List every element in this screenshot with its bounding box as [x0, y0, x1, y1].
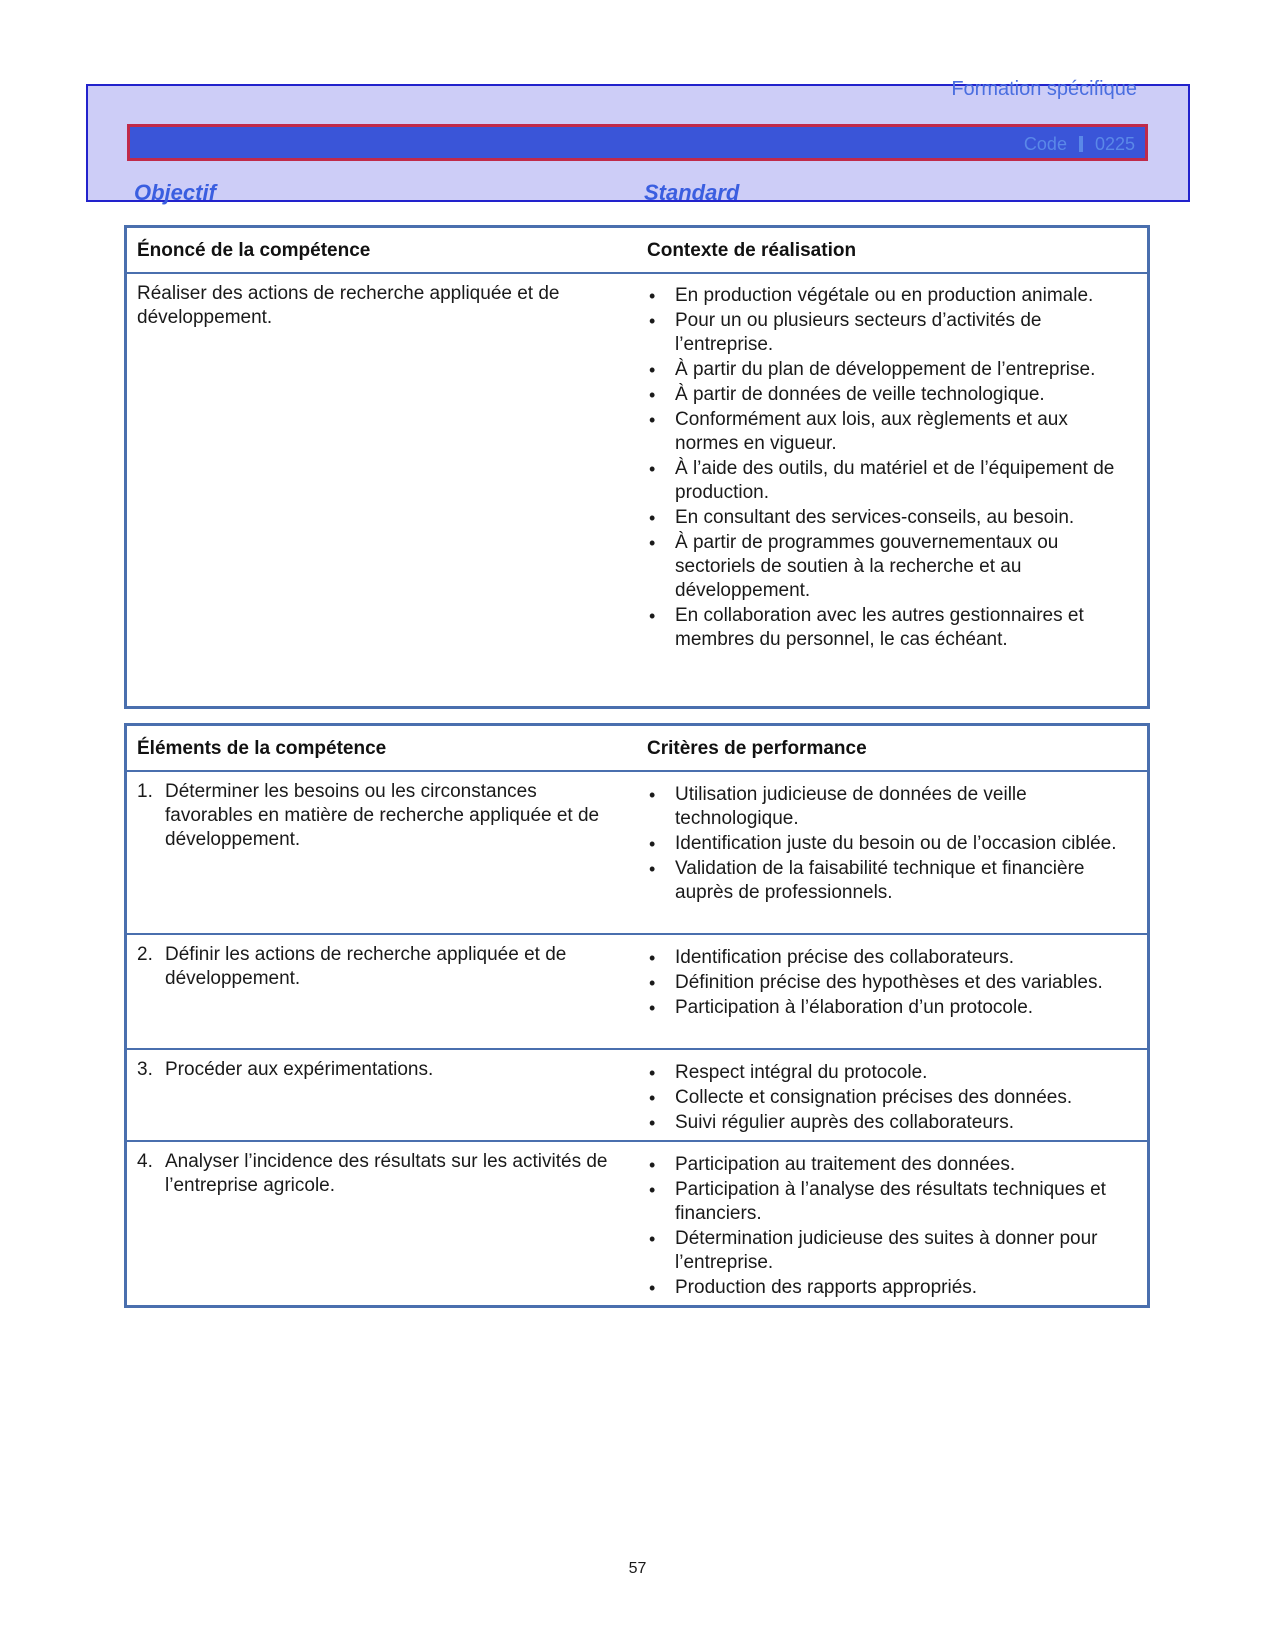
- elements-table-header: [127, 726, 1147, 772]
- element-row-2: [127, 935, 1147, 1050]
- criteria-item: • Participation à l’analyse des résultats techniques et financiers.: [647, 1178, 1127, 1226]
- context-header: Contexte de réalisation: [647, 240, 857, 261]
- criteria-item: • Respect intégral du protocole.: [647, 1061, 1127, 1085]
- element-number: 2.: [137, 944, 153, 965]
- elements-header: Éléments de la compétence: [137, 738, 387, 759]
- element-item: [137, 1058, 617, 1082]
- criteria-list: [647, 1153, 1127, 1300]
- element-item: [137, 943, 617, 991]
- context-list: [647, 284, 1127, 652]
- element-item: [137, 780, 617, 852]
- criteria-item: • Identification précise des collaborateurs.: [647, 946, 1127, 970]
- element-number: 1.: [137, 781, 153, 802]
- page-number: 57: [628, 1560, 647, 1577]
- competence-table-header: [127, 228, 1147, 274]
- element-number: 4.: [137, 1151, 153, 1172]
- code-text: [1024, 134, 1135, 155]
- criteria-item: • Identification juste du besoin ou de l’occasion ciblée.: [647, 832, 1127, 856]
- criteria-item: • Utilisation judicieuse de données de veille technologique.: [647, 783, 1127, 831]
- statement-header: Énoncé de la compétence: [137, 240, 371, 261]
- criteria-list: [647, 1061, 1127, 1135]
- context-item: • À partir de programmes gouvernementaux ou sectoriels de soutien à la recherche et au développement.: [647, 531, 1127, 603]
- objective-title: Objectif: [134, 180, 216, 205]
- element-text: Procéder aux expérimentations.: [165, 1059, 434, 1080]
- standard-title: Standard: [644, 180, 740, 205]
- program-title: Formation spécifique: [951, 78, 1137, 100]
- code-bar: [127, 124, 1148, 161]
- criteria-wrap: [647, 783, 1127, 906]
- competence-table: [124, 225, 1150, 709]
- criteria-item: • Suivi régulier auprès des collaborateurs.: [647, 1111, 1127, 1135]
- element-row-3: [127, 1050, 1147, 1142]
- criteria-wrap: [647, 1153, 1127, 1301]
- context-item: • En consultant des services-conseils, au besoin.: [647, 506, 1127, 530]
- criteria-item: • Collecte et consignation précises des données.: [647, 1086, 1127, 1110]
- element-text: Analyser l’incidence des résultats sur les activités de l’entreprise agricole.: [165, 1151, 608, 1196]
- element-row-4: [127, 1142, 1147, 1302]
- element-item: [137, 1150, 617, 1198]
- context-list-wrap: [647, 284, 1127, 653]
- criteria-item: • Participation au traitement des données.: [647, 1153, 1127, 1177]
- criteria-list: [647, 783, 1127, 905]
- competence-row: [127, 274, 1147, 704]
- context-item: • À l’aide des outils, du matériel et de l’équipement de production.: [647, 457, 1127, 505]
- context-item: • En production végétale ou en production animale.: [647, 284, 1127, 308]
- criteria-item: • Définition précise des hypothèses et des variables.: [647, 971, 1127, 995]
- criteria-wrap: [647, 1061, 1127, 1136]
- elements-table: [124, 723, 1150, 1308]
- context-item: • Conformément aux lois, aux règlements et aux normes en vigueur.: [647, 408, 1127, 456]
- criteria-item: • Participation à l’élaboration d’un protocole.: [647, 996, 1127, 1020]
- criteria-item: • Validation de la faisabilité technique et financière auprès de professionnels.: [647, 857, 1127, 905]
- element-number: 3.: [137, 1059, 153, 1080]
- code-value: 0225: [1094, 134, 1135, 154]
- context-item: • En collaboration avec les autres gestionnaires et membres du personnel, le cas échéant.: [647, 604, 1127, 652]
- criteria-wrap: [647, 946, 1127, 1021]
- element-text: Définir les actions de recherche appliquée et de développement.: [165, 944, 567, 989]
- header-band: [86, 78, 1190, 202]
- context-item: • À partir de données de veille technologique.: [647, 383, 1127, 407]
- element-text: Déterminer les besoins ou les circonstances favorables en matière de recherche appliquée et de développement.: [165, 781, 600, 850]
- criteria-item: • Production des rapports appropriés.: [647, 1276, 1127, 1300]
- element-row-1: [127, 772, 1147, 935]
- context-item: • Pour un ou plusieurs secteurs d’activités de l’entreprise.: [647, 309, 1127, 357]
- competence-statement: Réaliser des actions de recherche appliquée et de développement.: [137, 283, 560, 328]
- criteria-list: [647, 946, 1127, 1020]
- context-item: • À partir du plan de développement de l’entreprise.: [647, 358, 1127, 382]
- code-label: Code: [1023, 134, 1067, 154]
- criteria-header: Critères de performance: [647, 738, 867, 759]
- criteria-item: • Détermination judicieuse des suites à donner pour l’entreprise.: [647, 1227, 1127, 1275]
- code-separator: [1079, 136, 1083, 152]
